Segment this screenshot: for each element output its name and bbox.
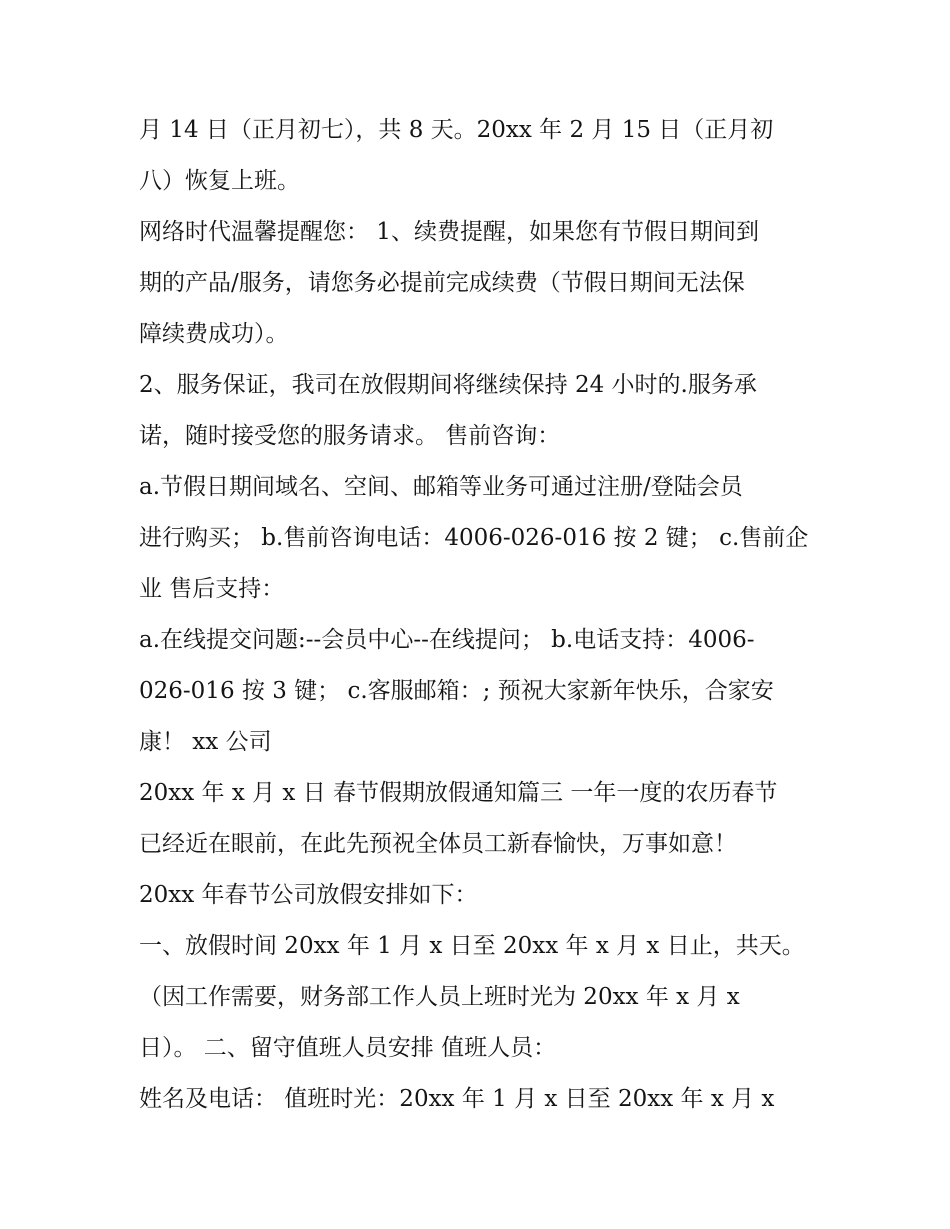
- text-line: 20xx 年 x 月 x 日 春节假期放假通知篇三 一年一度的农历春节: [139, 780, 778, 806]
- text-line: 月 14 日（正月初七），共 8 天。20xx 年 2 月 15 日（正月初: [139, 117, 774, 143]
- text-line: 康！ xx 公司: [139, 729, 272, 755]
- text-line: 业 售后支持：: [139, 576, 285, 602]
- text-line: 一、放假时间 20xx 年 1 月 x 日至 20xx 年 x 月 x 日止，共天。: [139, 933, 805, 959]
- text-line: a.节假日期间域名、空间、邮箱等业务可通过注册/登陆会员: [139, 474, 743, 500]
- text-line: 已经近在眼前，在此先预祝全体员工新春愉快，万事如意！: [139, 831, 737, 857]
- text-line: 026-016 按 3 键； c.客服邮箱：; 预祝大家新年快乐，合家安: [139, 678, 774, 704]
- text-line: 期的产品/服务，请您务必提前完成续费（节假日期间无法保: [139, 270, 745, 296]
- document-body: [139, 105, 819, 1125]
- text-line: 诺，随时接受您的服务请求。 售前咨询：: [139, 423, 561, 449]
- text-line: 网络时代温馨提醒您： 1、续费提醒，如果您有节假日期间到: [139, 219, 759, 245]
- text-line: 八）恢复上班。: [139, 168, 300, 194]
- text-line: 20xx 年春节公司放假安排如下：: [139, 882, 478, 908]
- text-line: 姓名及电话： 值班时光：20xx 年 1 月 x 日至 20xx 年 x 月 x: [139, 1086, 775, 1112]
- text-line: 进行购买； b.售前咨询电话：4006-026-016 按 2 键； c.售前企: [139, 525, 809, 551]
- text-line: 2、服务保证，我司在放假期间将继续保持 24 小时的.服务承: [139, 372, 757, 398]
- text-line: a.在线提交问题:--会员中心--在线提问； b.电话支持：4006-: [139, 627, 755, 653]
- text-line: 日）。 二、留守值班人员安排 值班人员：: [139, 1035, 557, 1061]
- text-line: 障续费成功）。: [139, 321, 289, 347]
- text-line: （因工作需要，财务部工作人员上班时光为 20xx 年 x 月 x: [139, 984, 740, 1010]
